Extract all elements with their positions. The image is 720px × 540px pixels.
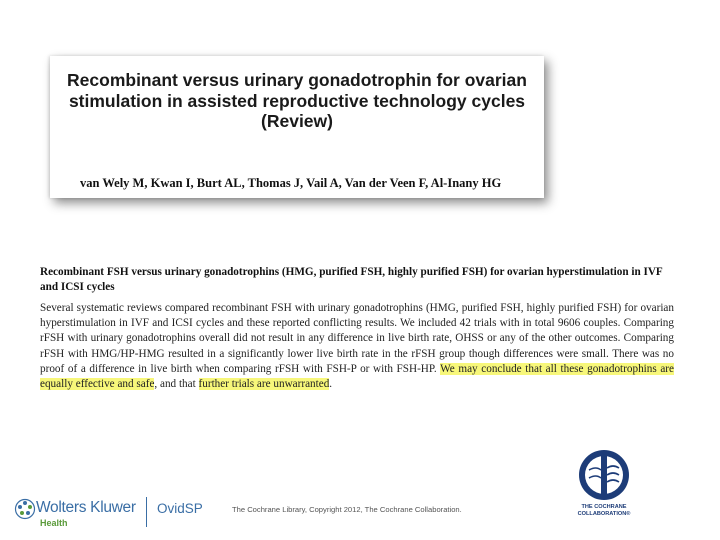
cochrane-label-line1: THE COCHRANE [581,504,627,510]
review-title: Recombinant versus urinary gonadotrophin for ovarian stimulation in assisted reproductive technology cycles (Review) [67,70,527,131]
ovid-logo: OvidSP [157,501,203,516]
abstract-highlight-conclusion: We may conclude that all these gonadotrophins are equally effective and safe [40,362,674,391]
brand-name: Wolters Kluwer [36,499,136,516]
copyright-notice: The Cochrane Library, Copyright 2012, The Cochrane Collaboration. [232,505,462,514]
footer-divider [146,497,147,527]
abstract-body [40,301,674,392]
abstract-text-end: . [329,378,333,391]
wolters-kluwer-mark-icon [14,498,36,520]
review-title-card [50,56,544,198]
abstract-heading: Recombinant FSH versus urinary gonadotrophins (HMG, purified FSH, highly purified FSH) for ovarian hyperstimulation in IVF and ICSI cycles [40,266,663,293]
abstract-section [40,265,674,392]
abstract-highlight-trials: further trials are unwarranted [198,378,330,391]
cochrane-label-line2: COLLABORATION® [577,510,631,517]
abstract-text-part1: Several systematic reviews compared recombinant FSH with urinary gonadotrophins (HMG, purified FSH, highly purified FSH) for ovarian hyperstimulation in IVF and ICSI cycles and these reported conflicting results. We included 42 trials with in total 9606 couples. Comparing rFSH with urinary gonadotrophins overall did not result in any difference in live birth rate, OHSS or any of the other outcomes. Comparing rFSH with HMG/HP-HMG resulted in a significantly lower live birth rate in the rFSH group though differences were small. There was no proof of a difference in live birth when comparing rFSH with FSH-P or with FSH-HP. [40,302,674,375]
brand-subtitle: Health [40,518,68,528]
abstract-text-middle: , and that [154,378,199,391]
review-authors: van Wely M, Kwan I, Burt AL, Thomas J, Vail A, Van der Veen F, Al-Inany HG [80,176,502,190]
cochrane-label [572,504,636,517]
